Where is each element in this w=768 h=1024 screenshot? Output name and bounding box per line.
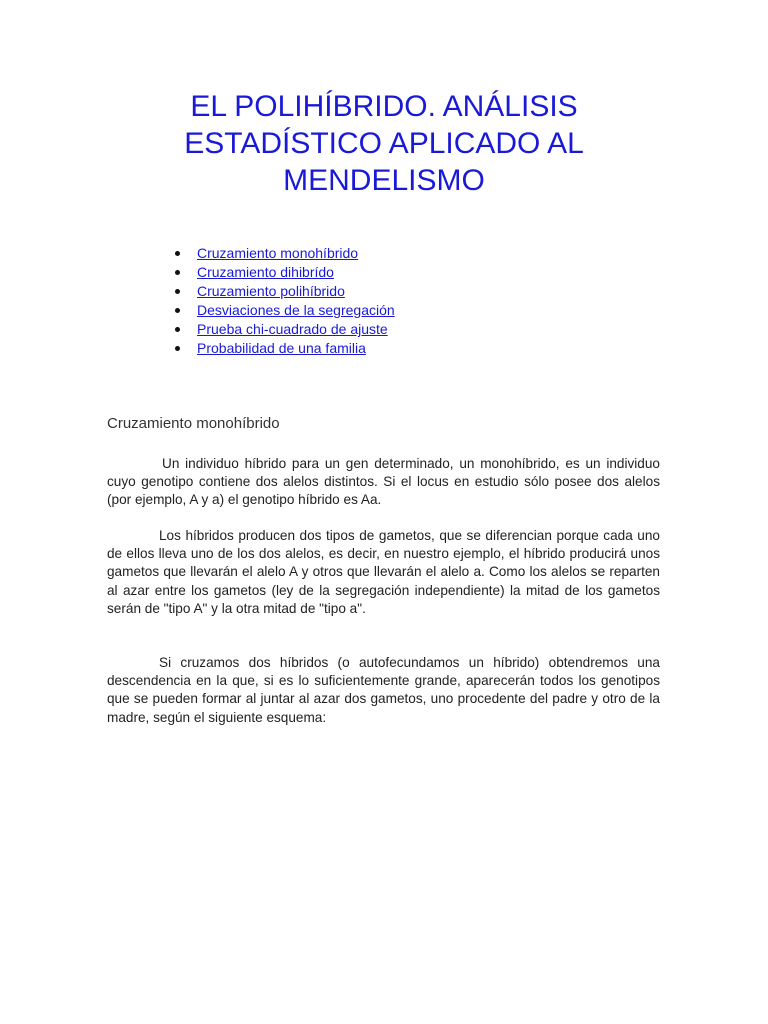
toc-item	[175, 339, 395, 358]
bullet-icon	[175, 327, 180, 332]
bullet-icon	[175, 346, 180, 351]
toc-link-probabilidad[interactable]: Probabilidad de una familia	[197, 340, 366, 356]
paragraph: Los híbridos producen dos tipos de gametos, que se diferencian porque cada uno de ellos lleva uno de los dos alelos, es decir, en nuestro ejemplo, el híbrido producirá unos gametos que llevarán el alelo A y otros que llevarán el alelo a. Como los alelos se reparten al azar entre los gametos (ley de la segregación independiente) la mitad de los gametos serán de "tipo A" y la otra mitad de "tipo a".	[107, 528, 660, 616]
toc-item	[175, 282, 395, 301]
toc-link-polihibrido[interactable]: Cruzamiento polihíbrido	[197, 283, 345, 299]
bullet-icon	[175, 308, 180, 313]
toc-item	[175, 301, 395, 320]
toc-item	[175, 320, 395, 339]
page-title: EL POLIHÍBRIDO. ANÁLISIS ESTADÍSTICO APLICADO AL MENDELISMO	[184, 90, 584, 197]
toc-item	[175, 263, 395, 282]
toc-link-monohibrido[interactable]: Cruzamiento monohíbrido	[197, 245, 359, 261]
toc-link-desviaciones[interactable]: Desviaciones de la segregación	[197, 302, 395, 318]
bullet-icon	[175, 289, 180, 294]
paragraph: Si cruzamos dos híbridos (o autofecundamos un híbrido) obtendremos una descendencia en la que, si es lo suficientemente grande, aparecerán todos los genotipos que se pueden formar al juntar al azar dos gametos, uno procedente del padre y otro de la madre, según el siguiente esquema:	[107, 655, 660, 725]
toc-link-dihibrido[interactable]: Cruzamiento dihibrído	[197, 264, 334, 280]
toc-item	[175, 244, 395, 263]
section-heading: Cruzamiento monohíbrido	[107, 415, 280, 432]
toc-link-chi-cuadrado[interactable]: Prueba chi-cuadrado de ajuste	[197, 321, 388, 337]
paragraph: Un individuo híbrido para un gen determinado, un monohíbrido, es un individuo cuyo genotipo contiene dos alelos distintos. Si el locus en estudio sólo posee dos alelos (por ejemplo, A y a) el genotipo híbrido es Aa.	[107, 456, 660, 508]
bullet-icon	[175, 251, 180, 256]
table-of-contents	[175, 244, 395, 358]
bullet-icon	[175, 270, 180, 275]
